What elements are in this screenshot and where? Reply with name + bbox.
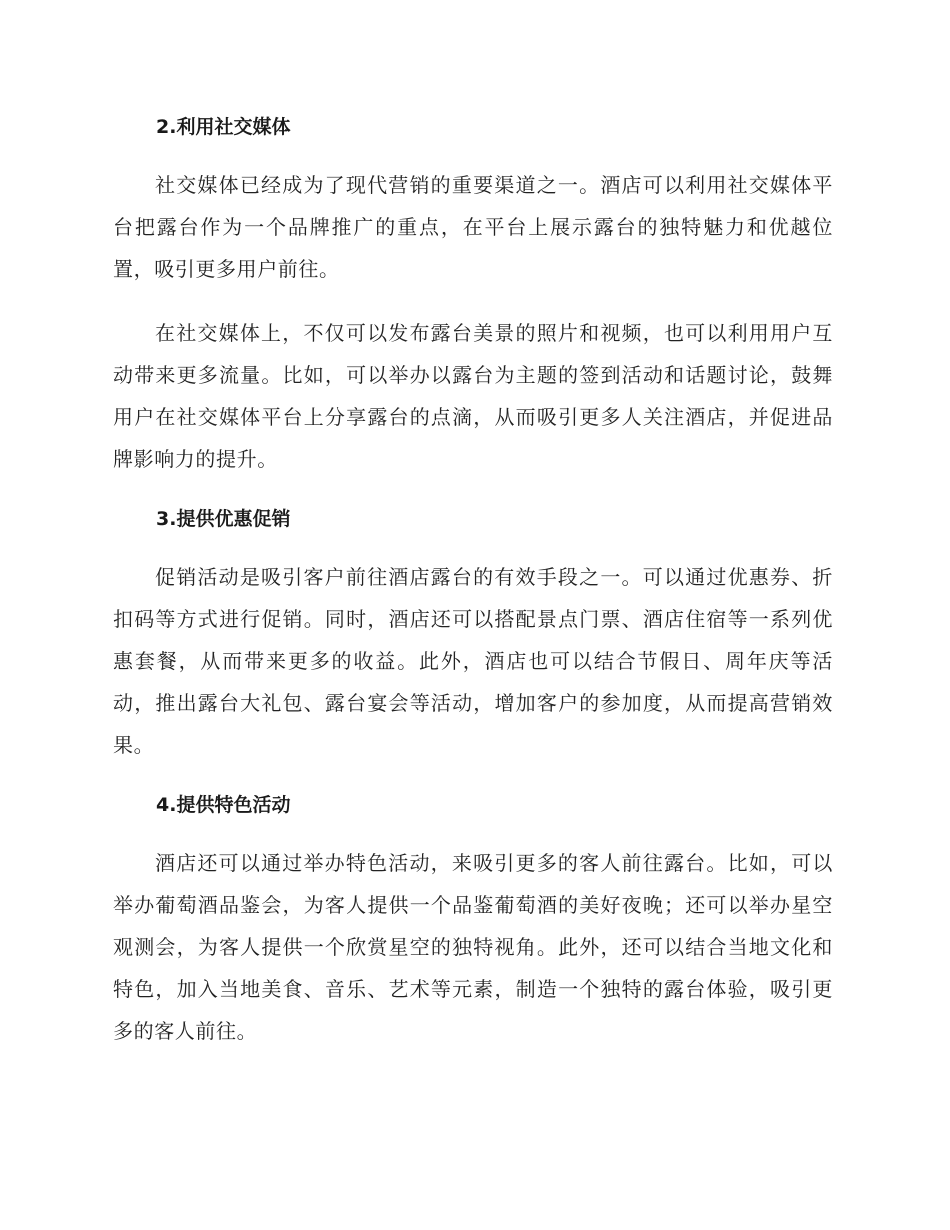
document-body <box>113 108 833 1074</box>
paragraph: 社交媒体已经成为了现代营销的重要渠道之一。酒店可以利用社交媒体平台把露台作为一个品牌推广的重点，在平台上展示露台的独特魅力和优越位置，吸引更多用户前往。 <box>113 173 833 281</box>
paragraph: 在社交媒体上，不仅可以发布露台美景的照片和视频，也可以利用用户互动带来更多流量。比如，可以举办以露台为主题的签到活动和话题讨论，鼓舞用户在社交媒体平台上分享露台的点滴，从而吸引更多人关注酒店，并促进品牌影响力的提升。 <box>113 321 833 471</box>
section-heading: 3.提供优惠促销 <box>156 508 291 530</box>
paragraph: 酒店还可以通过举办特色活动，来吸引更多的客人前往露台。比如，可以举办葡萄酒品鉴会，为客人提供一个品鉴葡萄酒的美好夜晚；还可以举办星空观测会，为客人提供一个欣赏星空的独特视角。此外，还可以结合当地文化和特色，加入当地美食、音乐、艺术等元素，制造一个独特的露台体验，吸引更多的客人前往。 <box>113 851 833 1043</box>
paragraph: 促销活动是吸引客户前往酒店露台的有效手段之一。可以通过优惠券、折扣码等方式进行促销。同时，酒店还可以搭配景点门票、酒店住宿等一系列优惠套餐，从而带来更多的收益。此外，酒店也可以结合节假日、周年庆等活动，推出露台大礼包、露台宴会等活动，增加客户的参加度，从而提高营销效果。 <box>113 565 833 757</box>
section-heading: 4.提供特色活动 <box>156 794 291 816</box>
section-promotions <box>113 500 833 766</box>
section-special-events <box>113 786 833 1052</box>
section-heading: 2.利用社交媒体 <box>156 116 291 138</box>
section-social-media <box>113 108 833 480</box>
